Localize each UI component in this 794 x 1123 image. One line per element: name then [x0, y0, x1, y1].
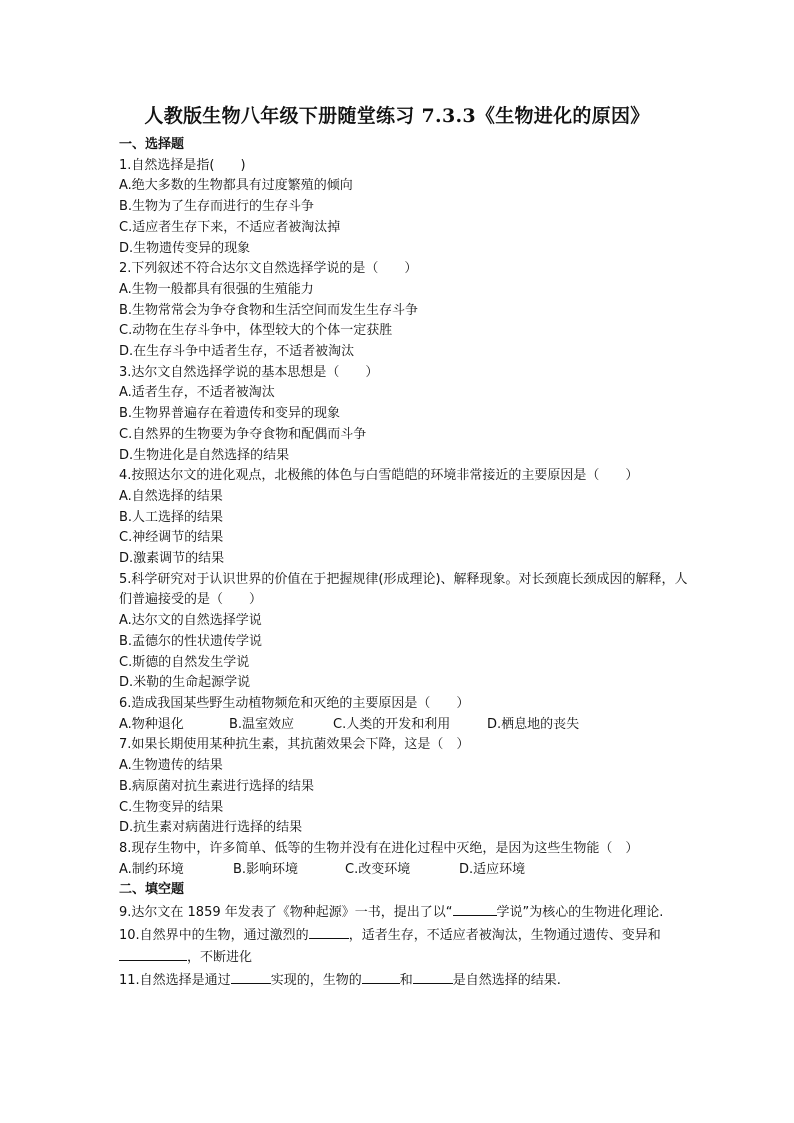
answer-option: C.斯德的自然发生学说	[119, 654, 250, 670]
answer-option: B.病原菌对抗生素进行选择的结果	[119, 778, 315, 794]
fill-question	[119, 901, 689, 924]
answer-option: A.制约环境	[119, 861, 184, 877]
answer-blank[interactable]	[362, 969, 400, 984]
answer-option: B.孟德尔的性状遗传学说	[119, 633, 263, 649]
answer-option: A.自然选择的结果	[119, 488, 223, 504]
fill-text: 实现的，生物的	[270, 973, 362, 989]
answer-option: C.生物变异的结果	[119, 799, 224, 815]
answer-option: C.神经调节的结果	[119, 530, 224, 546]
question-stem: 7.如果长期使用某种抗生素，其抗菌效果会下降，这是（ ）	[119, 737, 470, 753]
question-stem: 4.按照达尔文的进化观点，北极熊的体色与白雪皑皑的环境非常接近的主要原因是（ ）	[119, 468, 639, 484]
answer-option: A.生物遗传的结果	[119, 758, 223, 774]
question-stem: 3.达尔文自然选择学说的基本思想是（ ）	[119, 364, 379, 380]
answer-blank[interactable]	[453, 901, 497, 916]
answer-option: D.激素调节的结果	[119, 551, 225, 567]
fill-question	[119, 924, 689, 947]
answer-options-row	[119, 715, 689, 736]
answer-option: B.影响环境	[233, 861, 299, 877]
fill-text: 是自然选择的结果.	[452, 973, 561, 989]
answer-option: A.生物一般都具有很强的生殖能力	[119, 281, 314, 297]
fill-text: ，适者生存，不适应者被淘汰，生物通过遗传、变异和	[348, 927, 661, 943]
answer-option: C.动物在生存斗争中，体型较大的个体一定获胜	[119, 323, 393, 339]
answer-options-row	[119, 860, 689, 881]
answer-blank[interactable]	[119, 946, 187, 961]
section-heading-choice: 一、选择题	[119, 137, 185, 152]
answer-option: A.适者生存，不适者被淘汰	[119, 385, 275, 401]
question-stem: 8.现存生物中，许多简单、低等的生物并没有在进化过程中灭绝，是因为这些生物能（ ）	[119, 840, 639, 856]
question-stem: 5.科学研究对于认识世界的价值在于把握规律(形成理论)、解释现象。对长颈鹿长颈成因的解释，人们普遍接受的是（ ）	[119, 571, 688, 608]
answer-option: B.生物为了生存而进行的生存斗争	[119, 199, 315, 215]
answer-option: C.自然界的生物要为争夺食物和配偶而斗争	[119, 426, 367, 442]
answer-option: A.绝大多数的生物都具有过度繁殖的倾向	[119, 178, 353, 194]
answer-option: D.米勒的生命起源学说	[119, 675, 251, 691]
page-title: 人教版生物八年级下册随堂练习 7.3.3《生物进化的原因》	[144, 105, 650, 127]
answer-option: D.栖息地的丧失	[487, 716, 580, 732]
answer-option: C.人类的开发和利用	[333, 716, 451, 732]
fill-question-continued	[119, 946, 689, 969]
answer-option: B.人工选择的结果	[119, 509, 224, 525]
fill-text: 11.自然选择是通过	[119, 973, 231, 989]
answer-option: D.生物进化是自然选择的结果	[119, 447, 290, 463]
answer-option: D.适应环境	[459, 861, 526, 877]
question-stem: 6.造成我国某些野生动植物频危和灭绝的主要原因是（ ）	[119, 695, 470, 711]
answer-option: A.物种退化	[119, 716, 184, 732]
fill-text: 10.自然界中的生物，通过激烈的	[119, 927, 309, 943]
exercise-content	[119, 135, 689, 992]
question-stem: 2.下列叙述不符合达尔文自然选择学说的是（ ）	[119, 261, 418, 277]
fill-text: 9.达尔文在 1859 年发表了《物种起源》一书，提出了以“	[119, 905, 453, 921]
fill-text: ，不断进化	[187, 950, 253, 966]
answer-option: D.生物遗传变异的现象	[119, 240, 251, 256]
answer-option: C.改变环境	[345, 861, 411, 877]
answer-option: D.在生存斗争中适者生存，不适者被淘汰	[119, 344, 355, 360]
fill-text: 和	[399, 973, 413, 989]
answer-option: B.温室效应	[229, 716, 295, 732]
question-stem: 1.自然选择是指( )	[119, 157, 246, 173]
answer-blank[interactable]	[309, 924, 349, 939]
answer-option: C.适应者生存下来，不适应者被淘汰掉	[119, 219, 341, 235]
fill-text: 学说”为核心的生物进化理论.	[496, 905, 664, 921]
answer-option: B.生物常常会为争夺食物和生活空间而发生生存斗争	[119, 302, 419, 318]
answer-blank[interactable]	[413, 969, 453, 984]
answer-option: B.生物界普遍存在着遗传和变异的现象	[119, 406, 341, 422]
answer-option: A.达尔文的自然选择学说	[119, 613, 262, 629]
answer-option: D.抗生素对病菌进行选择的结果	[119, 820, 303, 836]
answer-blank[interactable]	[231, 969, 271, 984]
section-heading-fill: 二、填空题	[119, 882, 185, 898]
fill-question	[119, 969, 689, 992]
